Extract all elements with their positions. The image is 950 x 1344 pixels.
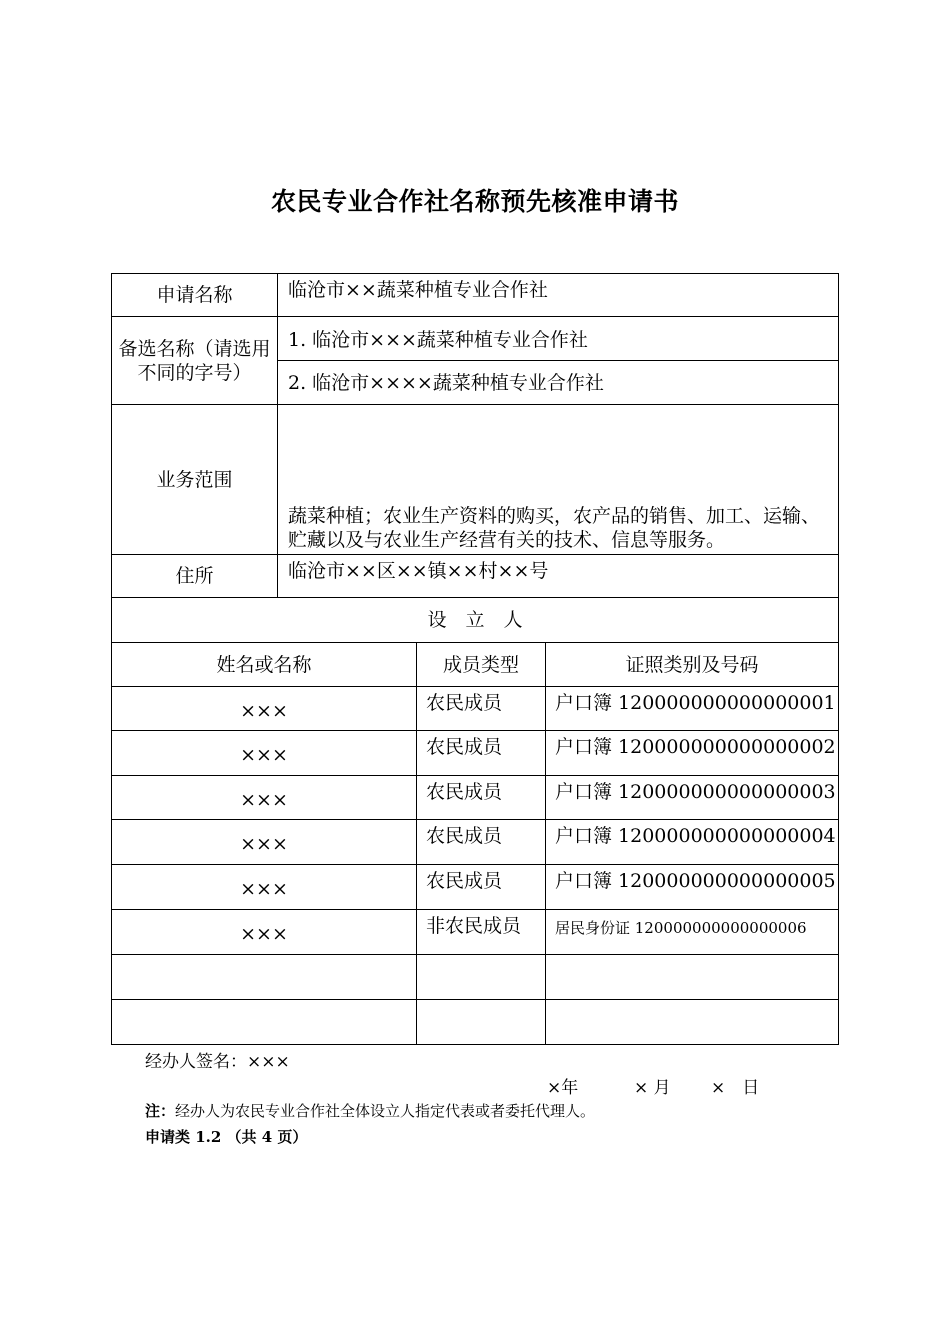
founder-id: 户口簿 120000000000000002 bbox=[545, 730, 839, 776]
founder-type: 非农民成员 bbox=[416, 909, 546, 955]
scope-value-cell bbox=[277, 404, 839, 555]
note-prefix: 注： bbox=[145, 1102, 176, 1120]
founder-id: 户口簿 120000000000000004 bbox=[545, 819, 839, 865]
empty-cell bbox=[416, 999, 546, 1045]
alt-name-2: 2. 临沧市××××蔬菜种植专业合作社 bbox=[277, 360, 839, 405]
founder-id: 户口簿 120000000000000001 bbox=[545, 686, 839, 731]
header-name: 姓名或名称 bbox=[111, 642, 417, 687]
apply-name-value: 临沧市××蔬菜种植专业合作社 bbox=[277, 273, 839, 317]
founder-type: 农民成员 bbox=[416, 775, 546, 820]
note-text: 经办人为农民专业合作社全体设立人指定代表或者委托代理人。 bbox=[175, 1102, 596, 1120]
founder-name: ××× bbox=[111, 864, 417, 910]
address-label: 住所 bbox=[111, 554, 278, 598]
alt-name-label: 备选名称（请选用不同的字号） bbox=[111, 316, 278, 405]
document-title: 农民专业合作社名称预先核准申请书 bbox=[270, 187, 679, 216]
scope-label: 业务范围 bbox=[111, 404, 278, 555]
founder-name: ××× bbox=[111, 909, 417, 955]
founder-type: 农民成员 bbox=[416, 819, 546, 865]
header-id: 证照类别及号码 bbox=[545, 642, 839, 687]
founder-name: ××× bbox=[111, 819, 417, 865]
founder-type: 农民成员 bbox=[416, 686, 546, 731]
apply-name-label: 申请名称 bbox=[111, 273, 278, 317]
founder-id: 居民身份证 120000000000000006 bbox=[545, 909, 839, 955]
founder-type: 农民成员 bbox=[416, 730, 546, 776]
alt-name-1: 1. 临沧市×××蔬菜种植专业合作社 bbox=[277, 316, 839, 361]
empty-cell bbox=[416, 954, 546, 1000]
founder-name: ××× bbox=[111, 730, 417, 776]
note bbox=[145, 1100, 595, 1121]
empty-cell bbox=[545, 954, 839, 1000]
date-day: × 日 bbox=[711, 1078, 760, 1098]
founder-id: 户口簿 120000000000000003 bbox=[545, 775, 839, 820]
signature-line: 经办人签名：××× bbox=[145, 1052, 290, 1072]
founder-type: 农民成员 bbox=[416, 864, 546, 910]
empty-cell bbox=[111, 999, 417, 1045]
date-month: × 月 bbox=[634, 1078, 671, 1098]
scope-value: 蔬菜种植；农业生产资料的购买，农产品的销售、加工、运输、贮藏以及与农业生产经营有关的技术、信息等服务。 bbox=[288, 505, 821, 551]
founders-section-title: 设 立 人 bbox=[111, 597, 839, 643]
founder-name: ××× bbox=[111, 686, 417, 731]
header-member-type: 成员类型 bbox=[416, 642, 546, 687]
date-year: ×年 bbox=[547, 1078, 579, 1098]
application-form-table bbox=[111, 273, 839, 1045]
page-footer: 申请类 1.2 （共 4 页） bbox=[145, 1128, 308, 1146]
address-value: 临沧市××区××镇××村××号 bbox=[277, 554, 839, 598]
founder-name: ××× bbox=[111, 775, 417, 820]
founder-id: 户口簿 120000000000000005 bbox=[545, 864, 839, 910]
empty-cell bbox=[545, 999, 839, 1045]
empty-cell bbox=[111, 954, 417, 1000]
